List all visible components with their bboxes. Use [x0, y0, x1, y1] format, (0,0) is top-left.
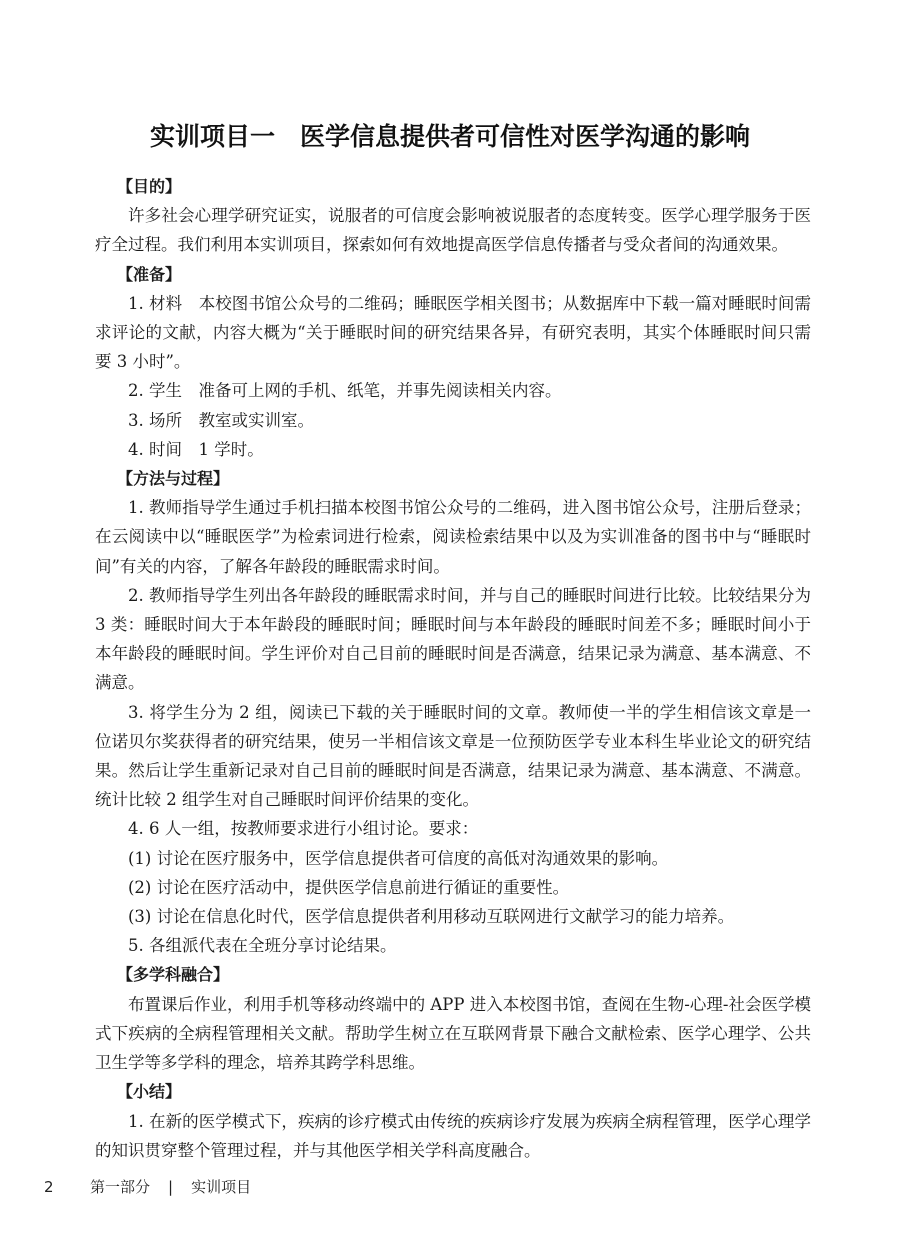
section-heading-preparation: 【准备】 [117, 264, 182, 284]
section-heading-multidisciplinary: 【多学科融合】 [117, 965, 230, 985]
method-step: 1. 教师指导学生通过手机扫描本校图书馆公众号的二维码，进入图书馆公众号，注册后登录；在云阅读中以“睡眠医学”为检索词进行检索，阅读检索结果中以及为实训准备的图书中与“睡眠时间”有关的内容，了解各年龄段的睡眠需求时间。 [95, 498, 811, 576]
page-title: 实训项目一 医学信息提供者可信性对医学沟通的影响 [149, 122, 750, 151]
footer-separator: | [168, 1178, 174, 1196]
preparation-item-materials: 1. 材料 本校图书馆公众号的二维码；睡眠医学相关图书；从数据库中下载一篇对睡眠时间需求评论的文献，内容大概为“关于睡眠时间的研究结果各异，有研究表明，其实个体睡眠时间只需要 3 小时”。 [95, 293, 811, 372]
discussion-point: (2) 讨论在医疗活动中，提供医学信息前进行循证的重要性。 [128, 877, 570, 897]
footer-part: 第一部分 [90, 1178, 151, 1196]
page-number: 2 [44, 1178, 54, 1196]
discussion-point: (1) 讨论在医疗服务中，医学信息提供者可信度的高低对沟通效果的影响。 [128, 848, 669, 868]
method-step: 2. 教师指导学生列出各年龄段的睡眠需求时间，并与自己的睡眠时间进行比较。比较结果分为 3 类：睡眠时间大于本年龄段的睡眠时间；睡眠时间与本年龄段的睡眠时间差不多；睡眠时间小于本年龄段的睡眠时间。学生评价对自己目前的睡眠时间是否满意，结果记录为满意、基本满意、不满意。 [95, 585, 811, 693]
method-step: 3. 将学生分为 2 组，阅读已下载的关于睡眠时间的文章。教师使一半的学生相信该文章是一位诺贝尔奖获得者的研究结果，使另一半相信该文章是一位预防医学专业本科生毕业论文的研究结果。然后让学生重新记录对自己目前的睡眠时间是否满意，结果记录为满意、基本满意、不满意。统计比较 2 组学生对自己睡眠时间评价结果的变化。 [95, 702, 811, 810]
preparation-item-venue: 3. 场所 教室或实训室。 [128, 410, 314, 430]
method-step: 4. 6 人一组，按教师要求进行小组讨论。要求： [128, 819, 479, 839]
page-footer [44, 1176, 251, 1197]
preparation-item-time: 4. 时间 1 学时。 [128, 439, 264, 459]
footer-section: 实训项目 [191, 1178, 252, 1196]
paragraph: 布置课后作业，利用手机等移动终端中的 APP 进入本校图书馆，查阅在生物-心理-社会医学模式下疾病的全病程管理相关文献。帮助学生树立在互联网背景下融合文献检索、医学心理学、公共卫生学等多学科的理念，培养其跨学科思维。 [95, 994, 811, 1073]
discussion-point: (3) 讨论在信息化时代，医学信息提供者利用移动互联网进行文献学习的能力培养。 [128, 907, 735, 927]
section-heading-method: 【方法与过程】 [117, 469, 230, 489]
preparation-item-students: 2. 学生 准备可上网的手机、纸笔，并事先阅读相关内容。 [128, 381, 562, 401]
paragraph: 1. 在新的医学模式下，疾病的诊疗模式由传统的疾病诊疗发展为疾病全病程管理，医学心理学的知识贯穿整个管理过程，并与其他医学相关学科高度融合。 [95, 1111, 811, 1160]
paragraph: 许多社会心理学研究证实，说服者的可信度会影响被说服者的态度转变。医学心理学服务于医疗全过程。我们利用本实训项目，探索如何有效地提高医学信息传播者与受众者间的沟通效果。 [95, 206, 811, 255]
section-heading-purpose: 【目的】 [117, 177, 182, 196]
method-step: 5. 各组派代表在全班分享讨论结果。 [128, 936, 397, 956]
document-body [95, 172, 811, 1165]
section-heading-summary: 【小结】 [117, 1082, 182, 1102]
